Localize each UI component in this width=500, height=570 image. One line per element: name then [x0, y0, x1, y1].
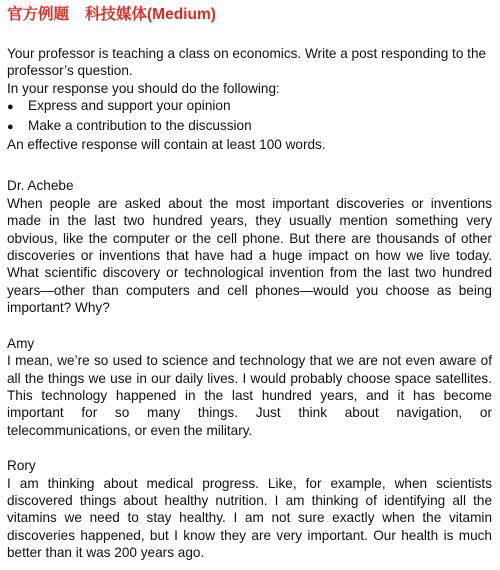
bullet-text: Express and support your opinion	[28, 98, 231, 114]
bullet-text: Make a contribution to the discussion	[28, 117, 252, 133]
bullet-item	[7, 117, 492, 136]
section-gap	[7, 153, 492, 177]
task-instruction: In your response you should do the following:	[7, 80, 280, 96]
task-instructions	[7, 45, 492, 153]
section-gap	[7, 317, 492, 335]
student-name: Amy	[7, 335, 35, 351]
page-title	[7, 4, 492, 26]
title-topic: 科技媒体(Medium)	[85, 6, 216, 23]
student-name: Rory	[7, 458, 36, 474]
professor-text: When people are asked about the most important discoveries or inventions made in the last two hundred years, they usually mention something very obvious, like the computer or the cell phone. But there are thousands of other discoveries or inventions that have had a huge impact on how we live today. What scientific discovery or technological invention from the last two hundred years—other than computers and cell phones—would you choose as being important? Why?	[7, 195, 492, 316]
task-requirement: An effective response will contain at least 100 words.	[7, 137, 326, 153]
student-post-amy	[7, 335, 492, 439]
bullet-icon: ●	[7, 120, 14, 133]
task-intro: Your professor is teaching a class on economics. Write a post responding to the professor’s question.	[7, 46, 487, 79]
bullet-icon: ●	[7, 101, 14, 114]
section-gap	[7, 439, 492, 457]
title-category: 官方例题	[7, 6, 70, 23]
student-text: I am thinking about medical progress. Like, for example, when scientists discovered things about healthy nutrition. I am thinking of identifying all the vitamins we need to stay healthy. I am not sure exactly when the vitamin discoveries happened, but I know they are very important. Our health is much better than it was 200 years ago.	[7, 475, 492, 561]
student-post-rory	[7, 457, 492, 561]
professor-post	[7, 177, 492, 316]
professor-name: Dr. Achebe	[7, 178, 74, 194]
student-text: I mean, we’re so used to science and technology that we are not even aware of all the things we use in our daily lives. I would probably choose space satellites. This technology happened in the last hundred years, and it has become important for so many things. Just think about navigation, or telecommunications, or even the military.	[7, 353, 492, 438]
bullet-item	[7, 97, 492, 116]
